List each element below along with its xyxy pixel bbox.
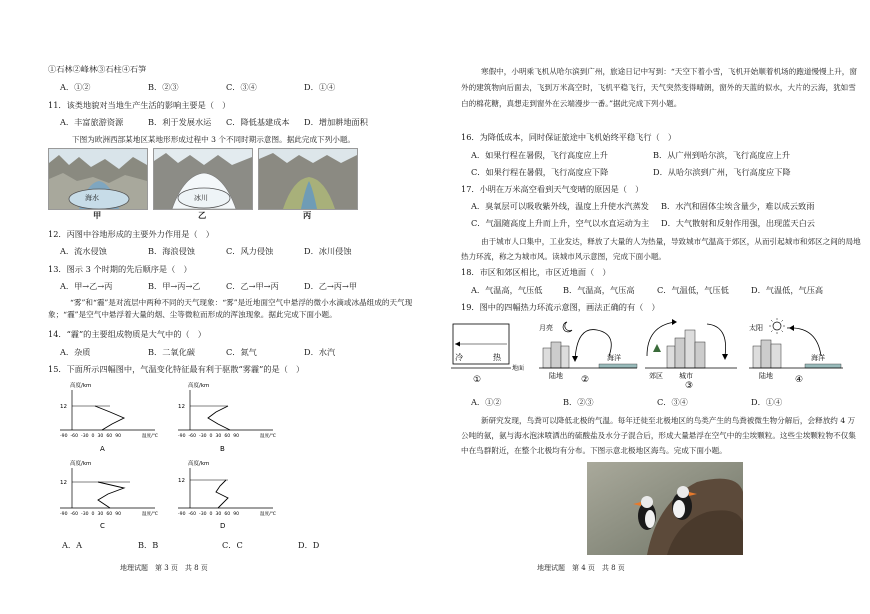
chart-b-ylabel: 高度/km <box>188 383 210 389</box>
city-wind-intro: 由于城市人口集中，工业发达，释放了大量的人为热量，导致城市气温高于郊区，从而引起城市和郊区之间的局地热力环流，称之为城市风。读城市风示意图，完成下面小题。 <box>461 237 861 261</box>
fog-intro: “雾”和“霾”是对流层中两种不同的天气现象：“雾”是近地面空气中悬浮的微小水滴或冰晶组成的天气现象；“霾”是空气中悬浮着大量的烟、尘等微粒而形成的浑浊现象。据此完成下面小题。 <box>48 298 413 319</box>
chart-d-ytick: 12 <box>178 478 185 484</box>
q12-option-b[interactable]: B．海浪侵蚀 <box>148 246 195 256</box>
circulation-diagram-4 <box>749 318 843 385</box>
chart-a-label: A <box>100 445 105 453</box>
q13-option-d[interactable]: D．乙→丙→甲 <box>304 281 358 291</box>
q11-option-c[interactable]: C．降低基建成本 <box>226 117 290 127</box>
q11-option-d[interactable]: D．增加耕地面积 <box>304 117 368 127</box>
q16-option-d[interactable]: D．从哈尔滨到广州，飞行高度应下降 <box>653 167 791 177</box>
q16-option-a[interactable]: A．如果行程在暑假，飞行高度应上升 <box>471 150 608 160</box>
chart-c-ylabel: 高度/km <box>70 461 92 467</box>
q10-option-d[interactable]: D．①④ <box>304 82 336 92</box>
panel-label-yi: 乙 <box>198 210 207 220</box>
label-n3: ③ <box>685 381 694 388</box>
chart-b-xticks: -90 -60 -30 0 30 60 90 <box>178 434 240 439</box>
q16-stem: 16．为降低成本，同时保证旅途中飞机始终平稳飞行（ ） <box>461 132 677 142</box>
q15-option-a[interactable]: A．A <box>62 540 83 550</box>
q19-stem: 19．图中的四幅热力环流示意图，画法正确的有（ ） <box>461 302 660 312</box>
glacier-panel-bing <box>258 148 358 210</box>
bird-intro: 新研究发现，鸟粪可以降低北极的气温。每年迁徙至北极地区的鸟类产生的鸟粪被微生物分解后，会释放约 4 万公吨的氨，氨与海水泡沫喷洒出的硫酸盐及水分子混合后，形成大量悬浮在空气中的尘埃颗粒。这些尘埃颗粒物不仅集中在鸟群附近，在整个北极均有分布。下图示意北极地区海鸟。完成下面小题。 <box>461 416 856 455</box>
q16-option-b[interactable]: B．从广州到哈尔滨，飞行高度应上升 <box>653 150 791 160</box>
chart-a-xticks: -90 -60 -30 0 30 60 90 <box>60 434 122 439</box>
q18-option-c[interactable]: C．气温低，气压低 <box>657 285 729 295</box>
glacier-panel-yi <box>153 148 253 210</box>
q18-option-b[interactable]: B．气温高，气压高 <box>563 285 635 295</box>
q10-option-c[interactable]: C．③④ <box>226 82 257 92</box>
q13-option-a[interactable]: A．甲→乙→丙 <box>60 281 113 291</box>
q14-option-b[interactable]: B．二氧化碳 <box>148 347 195 357</box>
label-sun: 太阳 <box>749 324 763 332</box>
circulation-diagram-1 <box>451 324 524 385</box>
q10-option-b[interactable]: B．②③ <box>148 82 179 92</box>
chart-c-xlabel: 温度/℃ <box>142 512 158 517</box>
label-land-4: 陆地 <box>759 372 773 380</box>
chart-a-xlabel: 温度/℃ <box>142 434 158 439</box>
q13-stem: 13．图示 3 个时期的先后顺序是（ ） <box>48 264 192 274</box>
q15-option-d[interactable]: D．D <box>298 540 320 550</box>
q17-option-b[interactable]: B．水汽和固体尘埃含量少，难以成云致雨 <box>661 201 815 211</box>
chart-d-label: D <box>220 522 226 530</box>
chart-a-ytick: 12 <box>60 404 67 410</box>
arctic-seabird-photo <box>587 462 743 555</box>
q11-option-b[interactable]: B．利于发展水运 <box>148 117 212 127</box>
circulation-diagram-3 <box>645 319 737 388</box>
right-page <box>435 0 870 614</box>
chart-a-ylabel: 高度/km <box>70 383 92 389</box>
label-n1: ① <box>473 375 482 385</box>
circulation-diagram-2 <box>539 322 637 385</box>
chart-b-xlabel: 温度/℃ <box>260 434 276 439</box>
label-suburb: 郊区 <box>649 372 663 380</box>
q11-option-a[interactable]: A．丰富旅游资源 <box>60 117 124 127</box>
label-glacier: 冰川 <box>194 194 208 202</box>
q15-stem: 15．下面所示四幅图中，气温变化特征最有利于驱散“雾霾”的是（ ） <box>48 364 305 374</box>
chart-c-xticks: -90 -60 -30 0 30 60 90 <box>60 512 122 517</box>
chart-c-label: C <box>100 522 105 530</box>
right-footer: 地理试题 第 4 页 共 8 页 <box>537 564 625 572</box>
q19-option-d[interactable]: D．①④ <box>751 397 783 407</box>
temp-chart-b <box>178 381 276 453</box>
q17-option-a[interactable]: A．臭氧层可以吸收紫外线，温度上升使水汽蒸发 <box>471 201 649 211</box>
label-land-2: 陆地 <box>549 372 563 380</box>
label-sea: 海水 <box>85 194 99 202</box>
q17-option-c[interactable]: C．气温随高度上升而上升，空气以水直运动为主 <box>471 218 650 228</box>
label-moon: 月亮 <box>539 324 553 332</box>
q15-option-c[interactable]: C．C <box>222 540 243 550</box>
chart-d-xticks: -90 -60 -30 0 30 60 90 <box>178 512 240 517</box>
q19-option-b[interactable]: B．②③ <box>563 397 594 407</box>
q14-stem: 14．“霾”的主要组成物质是大气中的（ ） <box>48 329 206 339</box>
chart-b-ytick: 12 <box>178 404 185 410</box>
q15-option-b[interactable]: B．B <box>138 540 159 550</box>
left-footer: 地理试题 第 3 页 共 8 页 <box>120 564 208 572</box>
thermal-circulation-diagrams <box>447 316 857 388</box>
q14-option-c[interactable]: C．氮气 <box>226 347 257 357</box>
flight-intro: 寒假中，小明乘飞机从哈尔滨到广州，旅途日记中写到：“天空下着小雪，飞机开始顺着机场的跑道慢慢上升，窗外的建筑物向后面去，飞到万米高空时，飞机平稳飞行，天气突然变得晴朗，窗外的天蓝的似水，大片的云海，犹如雪白的棉花糖，真想走到窗外在云端漫步一番。”据此完成下列小题。 <box>461 67 857 108</box>
label-city: 城市 <box>679 372 693 380</box>
glacier-panel-jia <box>48 148 148 210</box>
label-sea-2: 海洋 <box>607 354 621 362</box>
temperature-profile-charts <box>50 378 380 543</box>
q10-option-a[interactable]: A．①② <box>60 82 91 92</box>
label-cold: 冷 <box>455 353 463 362</box>
panel-label-bing: 丙 <box>303 210 312 220</box>
q10-options-line: ①石林②峰林③石柱④石笋 <box>48 64 147 74</box>
q12-option-c[interactable]: C．风力侵蚀 <box>226 246 274 256</box>
q13-option-b[interactable]: B．甲→丙→乙 <box>148 281 201 291</box>
label-hot: 热 <box>493 353 501 362</box>
q16-option-c[interactable]: C．如果行程在暑假，飞行高度应下降 <box>471 167 609 177</box>
label-n4: ④ <box>795 375 804 385</box>
label-n2: ② <box>581 375 590 385</box>
u-valley-illustration <box>259 149 357 209</box>
q18-stem: 18．市区和郊区相比，市区近地面（ ） <box>461 267 611 277</box>
temp-chart-c <box>60 459 158 530</box>
chart-c-ytick: 12 <box>60 480 67 486</box>
chart-d-xlabel: 温度/℃ <box>260 512 276 517</box>
q14-option-d[interactable]: D．水汽 <box>304 347 336 357</box>
glacier-intro: 下图为欧洲西部某地区某地形形成过程中 3 个不同时期示意图。据此完成下列小题。 <box>72 135 356 144</box>
q17-stem: 17．小明在万米高空看到天气变晴的原因是（ ） <box>461 184 644 194</box>
q12-option-a[interactable]: A．流水侵蚀 <box>60 246 107 256</box>
q19-option-c[interactable]: C．③④ <box>657 397 688 407</box>
q11-stem: 11．该类地貌对当地生产生活的影响主要是（ ） <box>48 100 231 110</box>
puffin-illustration <box>587 462 743 555</box>
q13-option-c[interactable]: C．乙→甲→丙 <box>226 281 279 291</box>
temp-chart-d <box>178 459 276 530</box>
q12-stem: 12．丙图中谷地形成的主要外力作用是（ ） <box>48 229 214 239</box>
q14-option-a[interactable]: A．杂质 <box>60 347 91 357</box>
q18-option-d[interactable]: D．气温低，气压高 <box>751 285 824 295</box>
label-ground: 地面 <box>512 365 525 372</box>
q17-option-d[interactable]: D．大气散射和反射作用强，出现蓝天白云 <box>661 218 815 228</box>
chart-b-label: B <box>220 445 225 453</box>
q19-option-a[interactable]: A．①② <box>471 397 502 407</box>
q18-option-a[interactable]: A．气温高，气压低 <box>471 285 543 295</box>
panel-label-jia: 甲 <box>93 210 102 220</box>
q12-option-d[interactable]: D．冰川侵蚀 <box>304 246 352 256</box>
temp-chart-a <box>60 381 158 453</box>
chart-d-ylabel: 高度/km <box>188 461 210 467</box>
label-sea-4: 海洋 <box>811 354 825 362</box>
